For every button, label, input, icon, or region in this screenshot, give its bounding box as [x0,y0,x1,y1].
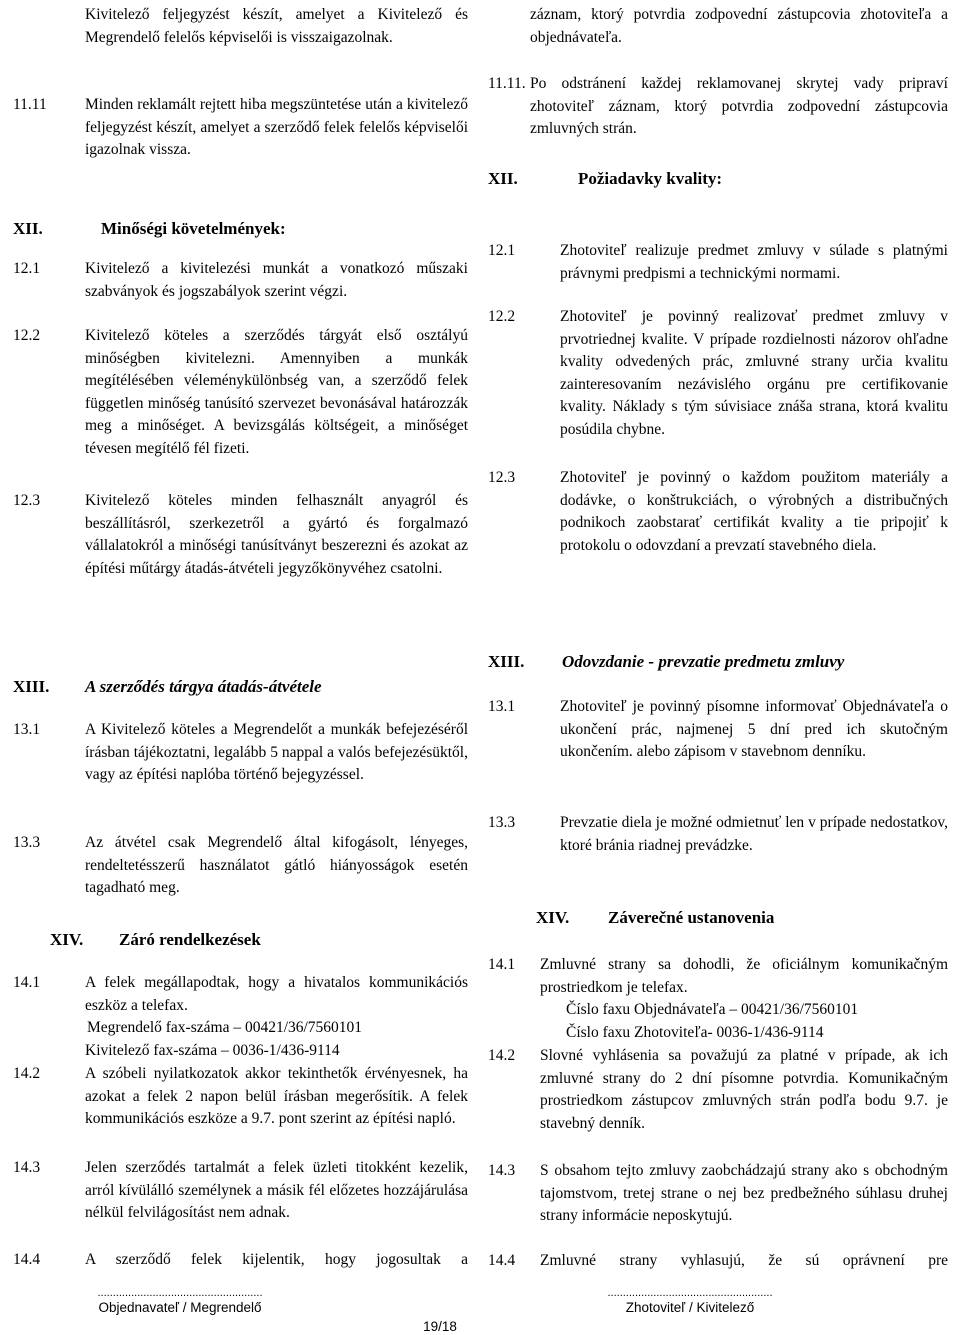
paragraph-intro: záznam, ktorý potvrdia zodpovední zástupcovia zhotoviteľa a objednávateľa. [530,6,948,46]
paragraph-14-3: 14.3 Jelen szerződés tartalmát a felek üzleti titokként kezelik, arról kívülálló személynek a másik fél előzetes hozzájárulása nélkül felvilágosítást nem adnak. [13,1159,468,1222]
paragraph-intro: Kivitelező feljegyzést készít, amelyet a Kivitelező és Megrendelő felelős képviselői is visszaigazolnak. [85,6,468,46]
paragraph-14-2: 14.2 A szóbeli nyilatkozatok akkor tekinthetők érvényesnek, ha azokat a felek 2 napon belül írásban megerősítik. A felek kommunikációs eszköze a 9.7. pont szerint az építési napló. [13,1065,468,1128]
paragraph-12-1: 12.1 Kivitelező a kivitelezési munkát a vonatkozó műszaki szabványok és jogszabályok szerint végzi. [13,260,468,300]
left-signature-label: Objednavateľ / Megrendelő [98,1300,262,1315]
paragraph-14-4: 14.4 A szerződő felek kijelentik, hogy jogosultak a [13,1251,468,1268]
page-number: 19/18 [423,1319,457,1334]
paragraph-12-3: 12.3 Zhotoviteľ je povinný o každom použitom materiály a dodávke, o konštrukciách, o výrobných a distribučných podnikoch zaobstarať certifikát kvality a tie pripojiť k protokolu o odovzdaní a prevzatí stavebného diela. [488,469,948,554]
paragraph-12-1: 12.1 Zhotoviteľ realizuje predmet zmluvy v súlade s platnými právnymi predpismi a technickými normami. [488,242,948,282]
paragraph-14-1: 14.1 Zmluvné strany sa dohodli, že oficiálnym komunikačným prostriedkom je telefax. Číslo faxu Objednávateľa – 00421/36/7560101 Číslo faxu Zhotoviteľa- 0036-1/436-9114 [488,954,948,1044]
paragraph-11-11: 11.11. Po odstránení každej reklamovanej skrytej vady pripraví zhotoviteľ záznam, ktorý potvrdia zodpovední zástupcovia zmluvných strán. [488,75,948,138]
paragraph-14-3: 14.3 S obsahom tejto zmluvy zaobchádzajú strany ako s obchodným tajomstvom, tretej strane o nej bez predbežného súhlasu druhej strany informácie neposkytujú. [488,1162,948,1225]
paragraph-12-2: 12.2 Kivitelező köteles a szerződés tárgyát első osztályú minőségben kivitelezni. Amennyiben a munkák megítélésében véleménykülönbség van, a szerződő felek független minőség tanúsító szervezet bevonásával határozzák meg a minőséget. A bevizsgálás költségeit, a minőséget tévesen megítélő fél fizeti. [13,327,468,457]
paragraph-14-4: 14.4 Zmluvné strany vyhlasujú, že sú oprávnení pre [488,1252,948,1269]
paragraph-13-3: 13.3 Prevzatie diela je možné odmietnuť len v prípade nedostatkov, ktoré bránia riadnej prevádzke. [488,814,948,854]
paragraph-12-2: 12.2 Zhotoviteľ je povinný realizovať predmet zmluvy v prvotriednej kvalite. V prípade rozdielnosti názorov ohľadne kvality odvedených prác, zmluvné strany určia kvalitu zainteresovaním nezávislého orgánu pre certifikovanie kvality. Náklady s tým súvisiace znáša strana, ktorá kvalitu posúdila chybne. [488,308,948,438]
paragraph-12-3: 12.3 Kivitelező köteles minden felhasznált anyagról és beszállításról, szerkezetről a gyártó és forgalmazó vállalatokról a minőségi tanúsítványt beszerezni és azokat az építési műtárgy átadás-átvételi jegyzőkönyvéhez csatolni. [13,492,468,577]
signature-line: ...................................................... [97,1287,263,1299]
paragraph-11-11: 11.11 Minden reklamált rejtett hiba megszüntetése után a kivitelező feljegyzést készít, amelyet a szerződő felek felelős képviselői igazolnak vissza. [13,96,468,159]
paragraph-14-1: 14.1 A felek megállapodtak, hogy a hivatalos kommunikációs eszköz a telefax. Megrendelő fax-száma – 00421/36/7560101 Kivitelező fax-száma – 0036-1/436-9114 [13,972,468,1062]
paragraph-14-2: 14.2 Slovné vyhlásenia sa považujú za platné v prípade, ak ich zmluvné strany do 2 dní písomne potvrdia. Komunikačným prostriedkom zástupcov zmluvných strán podľa bodu 9.7. je stavebný denník. [488,1047,948,1132]
right-signature-block [570,1287,810,1316]
fax-line-1: Číslo faxu Objednávateľa – 00421/36/7560101 [566,1001,859,1019]
fax-line-1: Megrendelő fax-száma – 00421/36/7560101 [87,1019,363,1037]
paragraph-13-1: 13.1 Zhotoviteľ je povinný písomne informovať Objednávateľa o ukončení prác, najmenej 5 dní pred ich skutočným ukončením. alebo zápisom v stavebnom denníku. [488,698,948,761]
paragraph-13-1: 13.1 A Kivitelező köteles a Megrendelőt a munkák befejezéséről írásban tájékoztatni, legalább 5 nappal a valós befejezésüktől, vagy az építési naplóba történő bejegyzéssel. [13,721,468,784]
fax-line-2: Kivitelező fax-száma – 0036-1/436-9114 [85,1041,340,1059]
fax-line-2: Číslo faxu Zhotoviteľa- 0036-1/436-9114 [566,1023,824,1041]
signature-line: ...................................................... [607,1287,773,1299]
left-signature-block [60,1287,300,1316]
right-signature-label: Zhotoviteľ / Kivitelező [625,1300,755,1315]
paragraph-13-3: 13.3 Az átvétel csak Megrendelő által kifogásolt, lényeges, rendeltetésszerű használatot gátló hiányosságok esetén tagadható meg. [13,834,468,897]
